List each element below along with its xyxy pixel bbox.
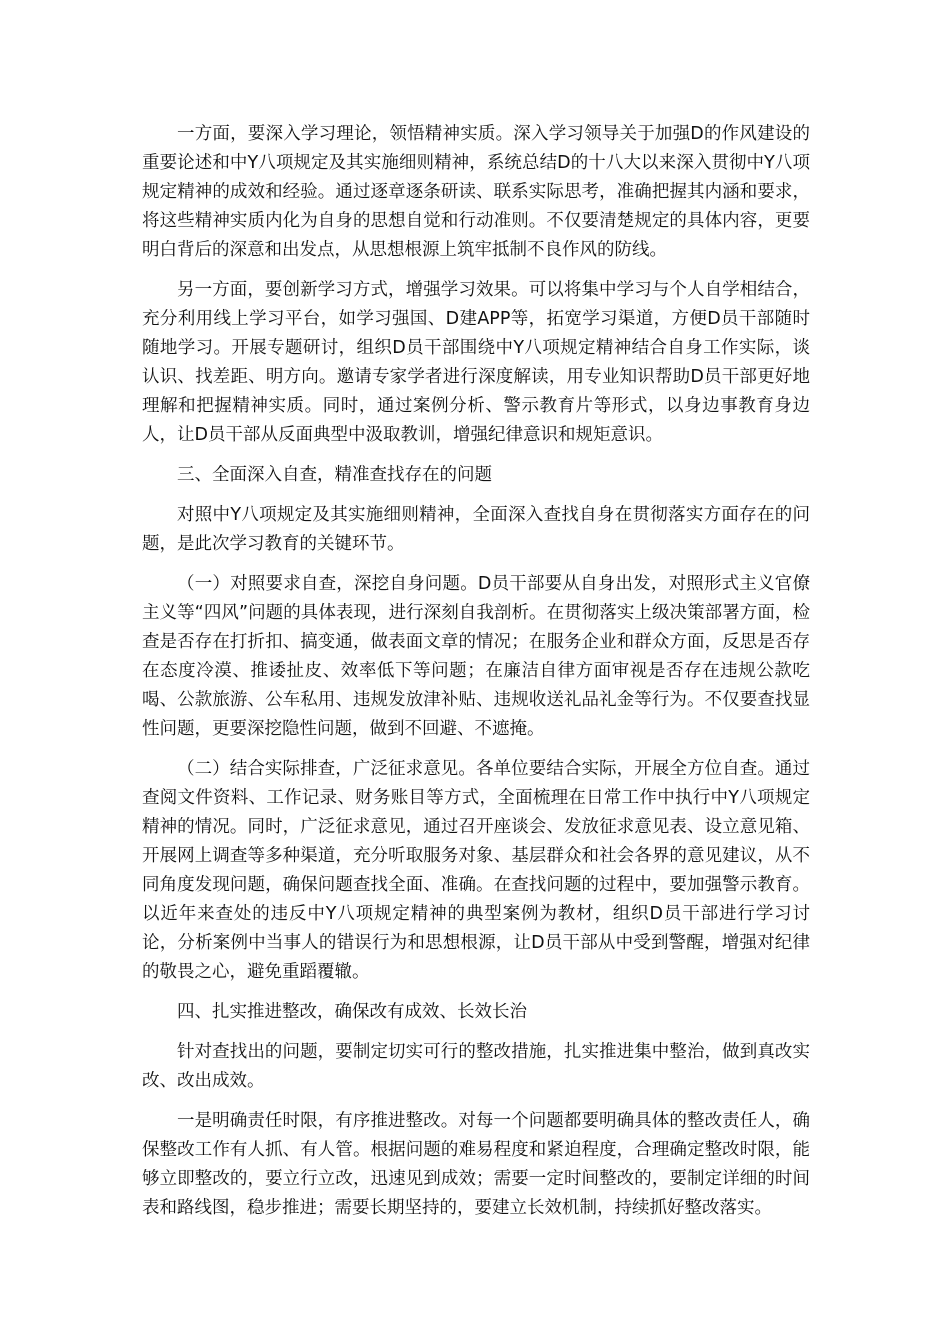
paragraph-item-one: （一）对照要求自查，深挖自身问题。D员干部要从自身出发，对照形式主义官僚主义等“四风”问题的具体表现，进行深刻自我剖析。在贯彻落实上级决策部署方面，检查是否存在打折扣、搞变通，做表面文章的情况；在服务企业和群众方面，反思是否存在态度冷漠、推诿扯皮、效率低下等问题；在廉洁自律方面审视是否存在违规公款吃喝、公款旅游、公车私用、违规发放津补贴、违规收送礼品礼金等行为。不仅要查找显性问题，更要深挖隐性问题，做到不回避、不遮掩。 [142, 574, 810, 739]
paragraph-innovate-study: 另一方面，要创新学习方式，增强学习效果。可以将集中学习与个人自学相结合，充分利用线上学习平台，如学习强国、D建APP等，拓宽学习渠道，方便D员干部随时随地学习。开展专题研讨，组织D员干部围绕中Y八项规定精神结合自身工作实际，谈认识、找差距、明方向。邀请专家学者进行深度解读，用专业知识帮助D员干部更好地理解和把握精神实质。同时，通过案例分析、警示教育片等形式，以身边事教育身边人，让D员干部从反面典型中汲取教训，增强纪律意识和规矩意识。 [142, 280, 810, 445]
document-body [142, 120, 810, 1234]
section-heading-self-inspection: 三、全面深入自查，精准查找存在的问题 [177, 465, 492, 485]
section-heading-rectification: 四、扎实推进整改，确保改有成效、长效长治 [177, 1002, 527, 1022]
paragraph-self-inspection-intro: 对照中Y八项规定及其实施细则精神，全面深入查找自身在贯彻落实方面存在的问题，是此次学习教育的关键环节。 [142, 505, 810, 554]
paragraph-item-two: （二）结合实际排查，广泛征求意见。各单位要结合实际，开展全方位自查。通过查阅文件资料、工作记录、财务账目等方式，全面梳理在日常工作中执行中Y八项规定精神的情况。同时，广泛征求意见，通过召开座谈会、发放征求意见表、设立意见箱、开展网上调查等多种渠道，充分听取服务对象、基层群众和社会各界的意见建议，从不同角度发现问题，确保问题查找全面、准确。在查找问题的过程中，要加强警示教育。以近年来查处的违反中Y八项规定精神的典型案例为教材，组织D员干部进行学习讨论，分析案例中当事人的错误行为和思想根源，让D员干部从中受到警醒，增强对纪律的敬畏之心，避免重蹈覆辙。 [142, 759, 810, 982]
paragraph-responsibility-deadline: 一是明确责任时限，有序推进整改。对每一个问题都要明确具体的整改责任人，确保整改工作有人抓、有人管。根据问题的难易程度和紧迫程度，合理确定整改时限，能够立即整改的，要立行立改，迅速见到成效；需要一定时间整改的，要制定详细的时间表和路线图，稳步推进；需要长期坚持的，要建立长效机制，持续抓好整改落实。 [142, 1111, 810, 1218]
paragraph-rectification-intro: 针对查找出的问题，要制定切实可行的整改措施，扎实推进集中整治，做到真改实改、改出成效。 [142, 1042, 810, 1091]
paragraph-study-theory: 一方面，要深入学习理论，领悟精神实质。深入学习领导关于加强D的作风建设的重要论述和中Y八项规定及其实施细则精神，系统总结D的十八大以来深入贯彻中Y八项规定精神的成效和经验。通过逐章逐条研读、联系实际思考，准确把握其内涵和要求，将这些精神实质内化为自身的思想自觉和行动准则。不仅要清楚规定的具体内容，更要明白背后的深意和出发点，从思想根源上筑牢抵制不良作风的防线。 [142, 124, 810, 260]
